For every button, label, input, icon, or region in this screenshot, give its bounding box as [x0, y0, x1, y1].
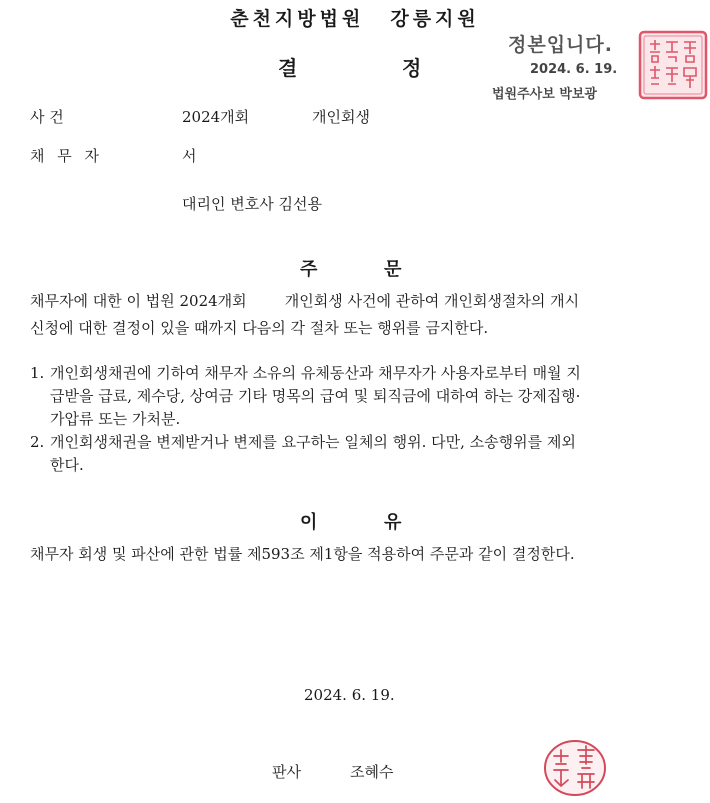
certification-clerk: 법원주사보 박보광: [492, 87, 597, 102]
order-items: [30, 362, 680, 477]
order-item-line: 개인회생채권을 변제받거나 변제를 요구하는 일체의 행위. 다만, 소송행위를 제외: [50, 433, 576, 451]
judge-seal-icon: [542, 738, 608, 798]
order-item-line: 한다.: [50, 456, 84, 474]
debtor-name: 서: [182, 147, 197, 165]
case-number: 2024개회: [182, 108, 250, 126]
reason-heading-right: 유: [384, 512, 402, 533]
judge-name: 조혜수: [350, 763, 394, 781]
order-heading-right: 문: [384, 259, 402, 280]
case-label-text: 사 건: [30, 108, 64, 126]
order-intro-line1: 채무자에 대한 이 법원 2024개회 개인회생 사건에 관하여 개인회생절차의 개시: [30, 292, 580, 310]
doc-title-right: 정: [402, 56, 422, 80]
case-label: [30, 106, 64, 127]
order-heading-left: 주: [300, 259, 318, 280]
court-branch-name: 강릉지원: [390, 8, 480, 30]
court-main-name: 춘천지방법원: [230, 8, 365, 30]
order-item-line: 가압류 또는 가처분.: [50, 410, 181, 428]
reason-text: 채무자 회생 및 파산에 관한 법률 제593조 제1항을 적용하여 주문과 같이 결정한다.: [30, 545, 575, 563]
order-item-line: 개인회생채권에 기하여 채무자 소유의 유체동산과 채무자가 사용자로부터 매월 지: [50, 364, 581, 382]
order-item: [30, 431, 680, 477]
debtor-label: 채 무 자: [30, 147, 104, 165]
certification-label: 정본입니다.: [508, 34, 613, 56]
court-name: [0, 4, 710, 31]
order-intro: [30, 288, 680, 342]
certification-date: 2024. 6. 19.: [530, 62, 618, 77]
order-item-number: 1.: [30, 364, 45, 382]
debtor-agent: 대리인 변호사 김선용: [182, 195, 322, 213]
order-item: [30, 362, 680, 431]
case-type: 개인회생: [312, 108, 370, 126]
order-item-line: 급받을 급료, 제수당, 상여금 기타 명목의 급여 및 퇴직금에 대하여 하는 강제집행·: [50, 387, 581, 405]
judge-label: 판사: [272, 763, 301, 781]
reason-heading-left: 이: [300, 512, 318, 533]
order-intro-line2: 신청에 대한 결정이 있을 때까지 다음의 각 절차 또는 행위를 금지한다.: [30, 319, 489, 337]
court-certification-seal-icon: [638, 30, 708, 100]
order-item-number: 2.: [30, 433, 45, 451]
doc-title-left: 결: [278, 56, 298, 80]
decision-date: 2024. 6. 19.: [304, 686, 395, 704]
